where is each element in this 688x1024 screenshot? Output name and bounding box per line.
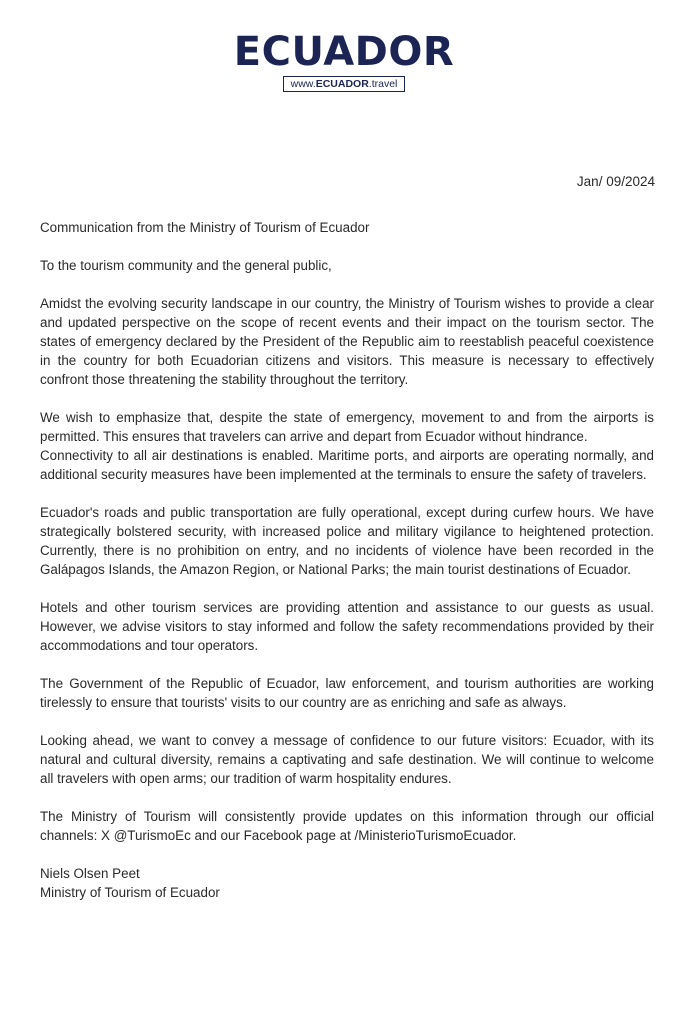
letter-title: Communication from the Ministry of Tourism of Ecuador: [40, 220, 370, 235]
paragraph-official-channels: The Ministry of Tourism will consistently provide updates on this information through our official channels: X @TurismoEc and our Facebook page at /MinisterioTurismoEcuador.: [40, 809, 654, 843]
paragraph-airports: [40, 408, 654, 484]
website-url[interactable]: [283, 76, 406, 92]
letter-salutation: To the tourism community and the general public,: [40, 258, 332, 273]
signature-organization: Ministry of Tourism of Ecuador: [40, 885, 220, 900]
letter-date: Jan/ 09/2024: [576, 174, 655, 189]
letter-body: [40, 218, 654, 902]
url-suffix: .travel: [368, 78, 398, 90]
paragraph-security-landscape: Amidst the evolving security landscape in our country, the Ministry of Tourism wishes to provide a clear and updated perspective on the scope of recent events and their impact on the tourism sector. The states of emergency declared by the President of the Republic aim to reestablish peaceful coexistence in the country for both Ecuadorian citizens and visitors. This measure is necessary to effectively confront those threatening the stability throughout the territory.: [40, 296, 654, 387]
url-bold: ECUADOR: [315, 78, 369, 90]
signature-block: [40, 864, 654, 902]
letterhead: [0, 30, 688, 92]
ecuador-logo: ECUADOR: [233, 29, 455, 75]
paragraph-roads-transport: Ecuador's roads and public transportation are fully operational, except during curfew hours. We have strategically bolstered security, with increased police and military vigilance to heightened protection. Currently, there is no prohibition on entry, and no incidents of violence have been recorded in the Galápagos Islands, the Amazon Region, or National Parks; the main tourist destinations of Ecuador.: [40, 505, 654, 577]
paragraph-airports-movement: We wish to emphasize that, despite the state of emergency, movement to and from the airports is permitted. This ensures that travelers can arrive and depart from Ecuador without hindrance.: [40, 410, 654, 444]
paragraph-airports-connectivity: Connectivity to all air destinations is enabled. Maritime ports, and airports are operating normally, and additional security measures have been implemented at the terminals to ensure the safety of travelers.: [40, 448, 654, 482]
paragraph-hotels: Hotels and other tourism services are providing attention and assistance to our guests as usual. However, we advise visitors to stay informed and follow the safety recommendations provided by their accommodations and tour operators.: [40, 600, 654, 653]
url-prefix: www.: [290, 78, 316, 90]
paragraph-looking-ahead: Looking ahead, we want to convey a message of confidence to our future visitors: Ecuador, with its natural and cultural diversity, remains a captivating and safe destination. We will continue to welcome all travelers with open arms; our tradition of warm hospitality endures.: [40, 733, 654, 786]
paragraph-government: The Government of the Republic of Ecuador, law enforcement, and tourism authorities are working tirelessly to ensure that tourists' visits to our country are as enriching and safe as always.: [40, 676, 654, 710]
signature-name: Niels Olsen Peet: [40, 866, 140, 881]
